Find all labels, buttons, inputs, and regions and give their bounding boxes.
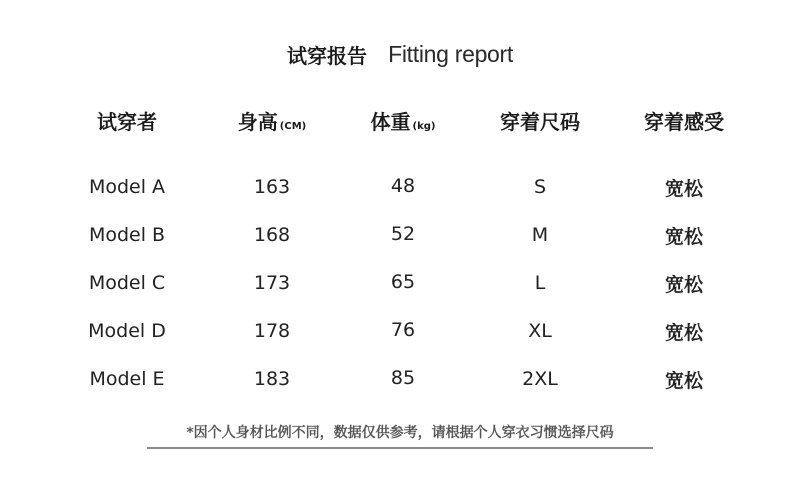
cell-feel: 宽松	[664, 322, 703, 344]
disclaimer-note: *因个人身材比例不同，数据仅供参考，请根据个人穿衣习惯选择尺码	[186, 425, 614, 441]
header-size	[460, 106, 620, 135]
cell-height: 168	[253, 224, 291, 246]
title-english: Fitting report	[388, 41, 513, 67]
header-height-label: 身高	[237, 110, 278, 134]
cell-model: Model D	[88, 320, 166, 342]
header-tester	[47, 106, 207, 135]
cell-size: M	[531, 224, 549, 246]
cell-weight: 48	[390, 175, 416, 197]
cell-weight: 85	[390, 367, 416, 389]
header-weight-unit: (kg)	[412, 121, 436, 132]
cell-model: Model B	[88, 224, 166, 246]
cell-feel: 宽松	[664, 370, 703, 392]
cell-height: 178	[253, 320, 291, 342]
cell-weight: 52	[390, 223, 416, 245]
report-title	[0, 40, 800, 69]
cell-weight: 65	[390, 271, 416, 293]
note-underline	[147, 447, 653, 449]
cell-feel: 宽松	[664, 274, 703, 296]
title-chinese: 试穿报告	[287, 44, 367, 68]
cell-height: 173	[253, 272, 291, 294]
cell-size: XL	[528, 320, 552, 342]
cell-size: 2XL	[522, 368, 558, 390]
cell-weight: 76	[390, 319, 416, 341]
cell-height: 183	[253, 368, 291, 390]
cell-model: Model A	[88, 176, 166, 198]
header-feel	[604, 106, 764, 135]
header-height-unit: (CM)	[279, 121, 307, 132]
header-weight-label: 体重	[370, 110, 411, 134]
cell-model: Model C	[88, 272, 166, 294]
cell-feel: 宽松	[664, 226, 703, 248]
header-feel-label: 穿着感受	[644, 110, 724, 134]
cell-size: L	[534, 272, 546, 294]
cell-size: S	[533, 176, 547, 198]
header-weight	[323, 106, 483, 135]
cell-model: Model E	[89, 368, 165, 390]
header-tester-label: 试穿者	[97, 110, 157, 134]
cell-feel: 宽松	[664, 178, 703, 200]
header-size-label: 穿着尺码	[500, 110, 580, 134]
cell-height: 163	[253, 176, 291, 198]
